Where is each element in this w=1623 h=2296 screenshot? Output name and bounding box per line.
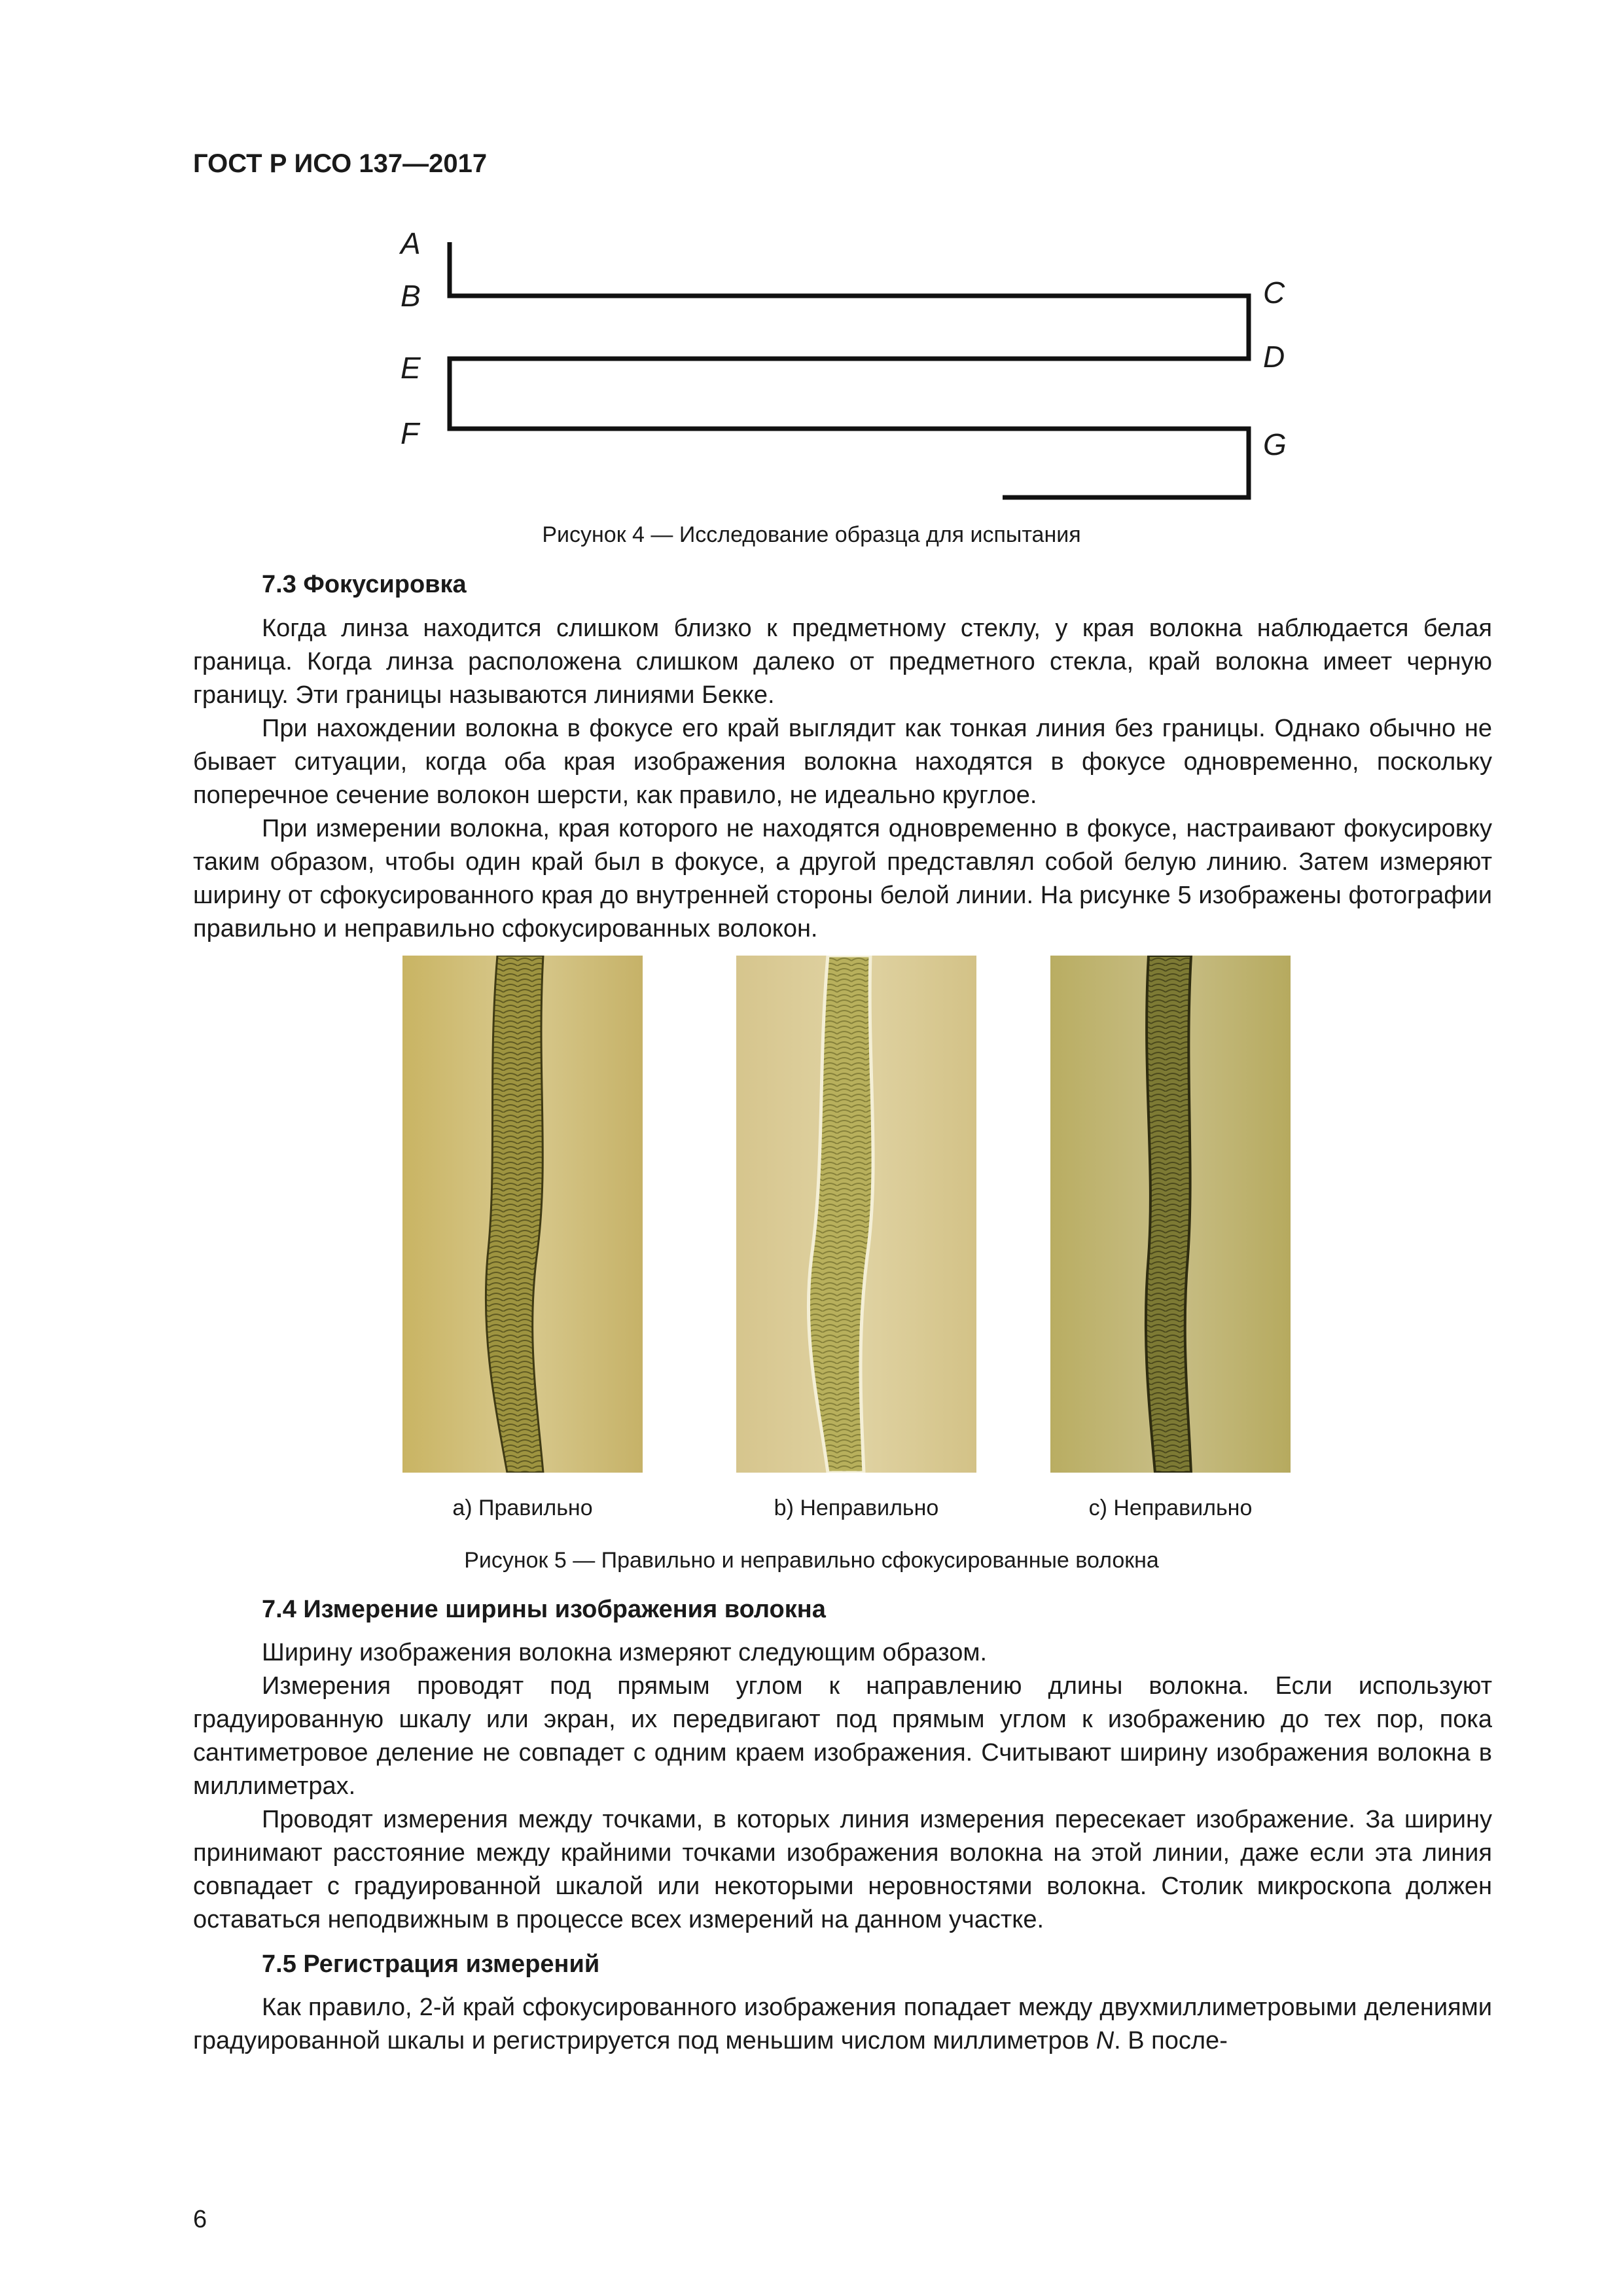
point-label-f: F — [401, 416, 419, 450]
point-label-c: C — [1263, 276, 1285, 310]
figure-5-caption: Рисунок 5 — Правильно и неправильно сфокусированные волокна — [464, 1548, 1159, 1573]
scan-path-lines — [0, 0, 1623, 537]
section-7-5-title: 7.5 Регистрация измерений — [262, 1950, 600, 1978]
figure-5-sub-a: a) Правильно — [452, 1496, 593, 1520]
page-number: 6 — [193, 2206, 207, 2233]
paragraph: Измерения проводят под прямым углом к направлению длины волокна. Если используют градуированную шкалу или экран, их передвигают под прямым углом к изображению до тех пор, пока сантиметровое деление не совпадет с одним краем изображения. Считывают ширину изображения волокна в миллиметрах. — [193, 1672, 1492, 1800]
point-label-a: A — [401, 226, 421, 260]
paragraph — [193, 1991, 1492, 2058]
point-label-b: B — [401, 279, 421, 313]
paragraph: Проводят измерения между точками, в которых линия измерения пересекает изображение. За ширину принимают расстояние между крайними точками изображения волокна на этой линии, даже если эта линия совпадает с градуированной шкалой или некоторыми неровностями волокна. Столик микроскопа должен оставаться неподвижным в процессе всех измерений на данном участке. — [193, 1806, 1492, 1933]
variable-n: N — [1096, 2027, 1115, 2054]
point-label-g: G — [1263, 427, 1287, 461]
paragraph: При нахождении волокна в фокусе его край выглядит как тонкая линия без границы. Однако обычно не бывает ситуации, когда оба края изображения волокна находятся в фокусе одновременно, поскольку поперечное сечение волокон шерсти, как правило, не идеально круглое. — [193, 715, 1492, 809]
figure-4-caption: Рисунок 4 — Исследование образца для испытания — [542, 522, 1081, 547]
fiber-photo-correct — [402, 956, 643, 1473]
section-7-3-title: 7.3 Фокусировка — [262, 571, 467, 598]
paragraph-text: Как правило, 2-й край сфокусированного изображения попадает между двухмиллиметровыми делениями градуированной шкалы и регистрируется под меньшим числом миллиметров — [193, 1994, 1492, 2054]
paragraph: Ширину изображения волокна измеряют следующим образом. — [262, 1639, 988, 1666]
paragraph: При измерении волокна, края которого не находятся одновременно в фокусе, настраивают фокусировку таким образом, чтобы один край был в фокусе, а другой представлял собой белую линию. Затем измеряют ширину от сфокусированного края до внутренней стороны белой линии. На рисунке 5 изображены фотографии правильно и неправильно сфокусированных волокон. — [193, 815, 1492, 942]
fiber-photo-incorrect-b — [736, 956, 976, 1473]
paragraph: Когда линза находится слишком близко к предметному стеклу, у края волокна наблюдается белая граница. Когда линза расположена слишком далеко от предметного стекла, край волокна имеет черную границу. Эти границы называются линиями Бекке. — [193, 615, 1492, 709]
point-label-d: D — [1263, 340, 1285, 374]
fiber-photo-incorrect-c — [1050, 956, 1291, 1473]
point-label-e: E — [401, 351, 421, 385]
paragraph-text-end: . В после- — [1114, 2027, 1228, 2054]
figure-5-sub-c: c) Неправильно — [1088, 1496, 1253, 1520]
document-header: ГОСТ Р ИСО 137—2017 — [193, 149, 488, 178]
section-7-4-title: 7.4 Измерение ширины изображения волокна — [262, 1596, 826, 1623]
figure-4-diagram — [0, 0, 1623, 537]
figure-5-sub-b: b) Неправильно — [774, 1496, 939, 1520]
